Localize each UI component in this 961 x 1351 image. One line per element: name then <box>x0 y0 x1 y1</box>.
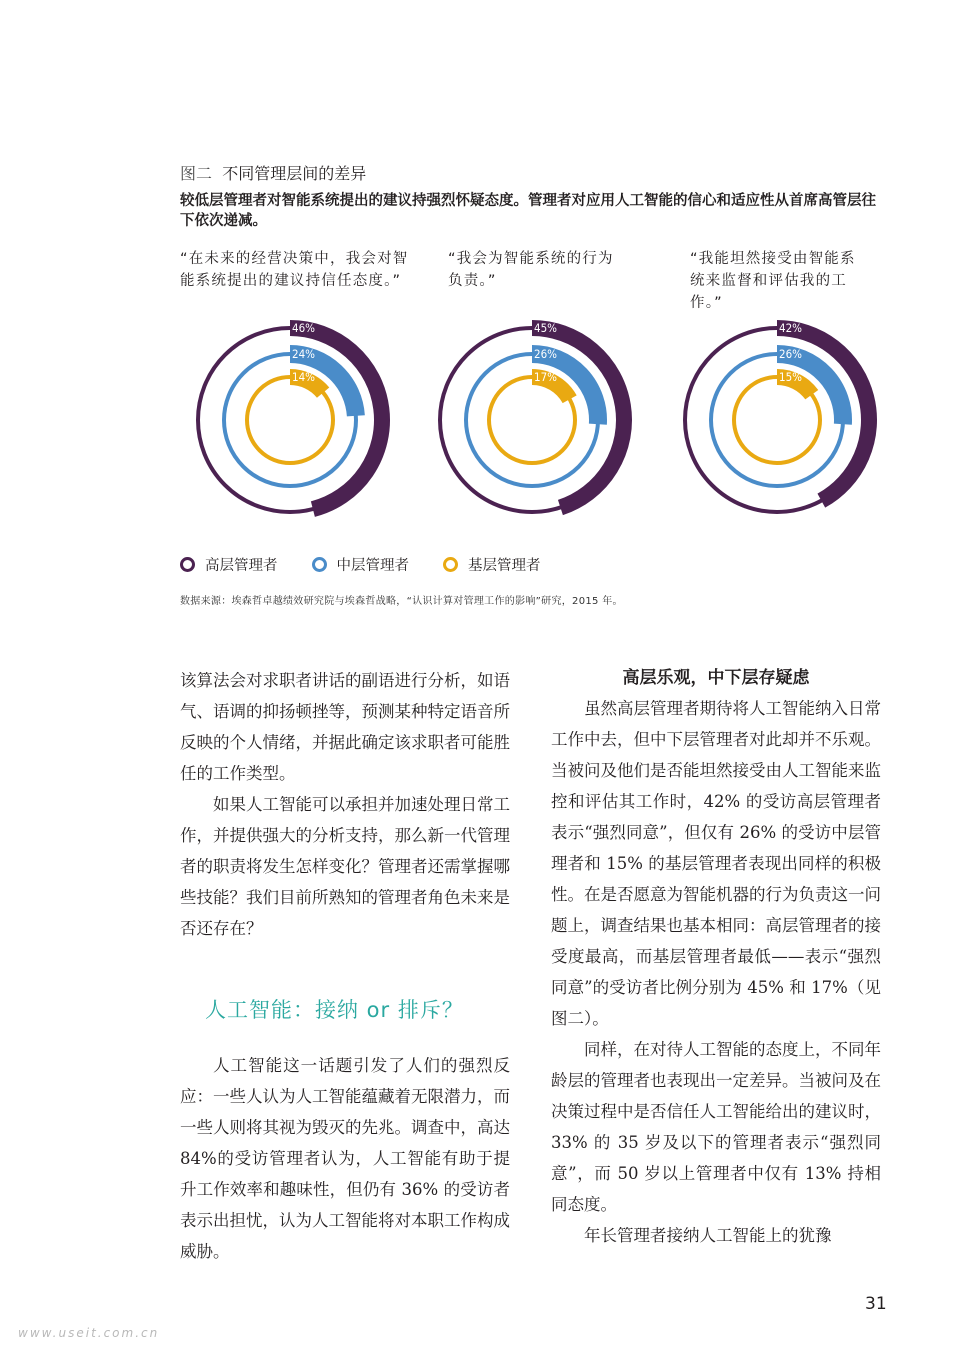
paragraph: 年长管理者接纳人工智能上的犹豫 <box>584 1226 832 1245</box>
chart-2-title: “我会为智能系统的行为负责。” <box>448 251 614 289</box>
data-source: 数据来源：埃森哲卓越绩效研究院与埃森哲战略，“认识计算对管理工作的影响”研究，2015 年。 <box>180 596 623 607</box>
chart-3-title: “我能坦然接受由智能系统来监督和评估我的工作。” <box>690 251 856 311</box>
data-label-middle: 24% <box>292 347 315 361</box>
legend-item-middle <box>312 554 410 575</box>
paragraph: 如果人工智能可以承担并加速处理日常工作，并提供强大的分析支持，那么新一代管理者的职责将发生怎样变化？管理者还需掌握哪些技能？我们目前所熟知的管理者角色未来是否还存在？ <box>180 795 510 938</box>
data-label-middle: 26% <box>779 347 802 361</box>
figure-title <box>180 161 366 184</box>
legend-label-senior: 高层管理者 <box>205 557 278 574</box>
data-label-junior: 17% <box>534 370 557 384</box>
data-label-senior: 45% <box>534 321 557 335</box>
legend-ring-senior-icon <box>180 557 195 572</box>
data-label-junior: 14% <box>292 370 315 384</box>
figure-subtitle: 较低层管理者对智能系统提出的建议持强烈怀疑态度。管理者对应用人工智能的信心和适应性从首席高管层往下依次递减。 <box>180 193 876 229</box>
paragraph: 该算法会对求职者讲话的副语进行分析，如语气、语调的抑扬顿挫等，预测某种特定语音所反映的个人情绪，并据此确定该求职者可能胜任的工作类型。 <box>180 671 510 783</box>
paragraph: 虽然高层管理者期待将人工智能纳入日常工作中去，但中下层管理者对此却并不乐观。当被问及他们是否能坦然接受由人工智能来监控和评估其工作时，42% 的受访高层管理者表示“强烈同意”，但仅有 26% 的受访中层管理者和 15% 的基层管理者表现出同样的积极性。在是否愿意为智能机器的行为负责这一问题上，调查结果也基本相同：高层管理者的接受度最高，而基层管理者最低——表示“强烈同意”的受访者比例分别为 45% 和 17%（见图二）。 <box>551 699 881 1028</box>
watermark: www.useit.com.cn <box>18 1326 160 1340</box>
figure-title-text: 不同管理层间的差异 <box>222 164 367 183</box>
legend-item-junior <box>443 554 541 575</box>
figure-label: 图二 <box>180 164 213 183</box>
legend-ring-middle-icon <box>312 557 327 572</box>
paragraph: 人工智能这一话题引发了人们的强烈反应：一些人认为人工智能蕴藏着无限潜力，而一些人则将其视为毁灭的先兆。调查中，高达84%的受访管理者认为，人工智能有助于提升工作效率和趣味性，但仍有 36% 的受访者表示出担忧，认为人工智能将对本职工作构成威胁。 <box>180 1056 510 1261</box>
legend-item-senior <box>180 554 278 575</box>
data-label-senior: 46% <box>292 321 315 335</box>
data-label-senior: 42% <box>779 321 802 335</box>
donut-chart-3 <box>677 310 877 530</box>
left-column-top <box>180 665 510 944</box>
chart-legend <box>180 553 575 575</box>
donut-chart-1 <box>190 310 390 530</box>
paragraph: 同样，在对待人工智能的态度上，不同年龄层的管理者也表现出一定差异。当被问及在决策过程中是否信任人工智能给出的建议时，33% 的 35 岁及以下的管理者表示“强烈同意”，而 50 岁以上管理者中仅有 13% 持相同态度。 <box>551 1040 881 1214</box>
page-number: 31 <box>865 1294 887 1314</box>
data-label-middle: 26% <box>534 347 557 361</box>
right-column <box>551 693 881 1251</box>
data-label-junior: 15% <box>779 370 802 384</box>
section-heading: 人工智能：接纳 or 排斥？ <box>205 998 464 1022</box>
donut-chart-2 <box>432 310 632 530</box>
legend-label-junior: 基层管理者 <box>468 557 541 574</box>
left-column-bottom <box>180 1050 510 1267</box>
subsection-heading: 高层乐观，中下层存疑虑 <box>622 668 810 688</box>
chart-1-title: “在未来的经营决策中，我会对智能系统提出的建议持信任态度。” <box>180 251 409 289</box>
legend-ring-junior-icon <box>443 557 458 572</box>
legend-label-middle: 中层管理者 <box>336 557 409 574</box>
